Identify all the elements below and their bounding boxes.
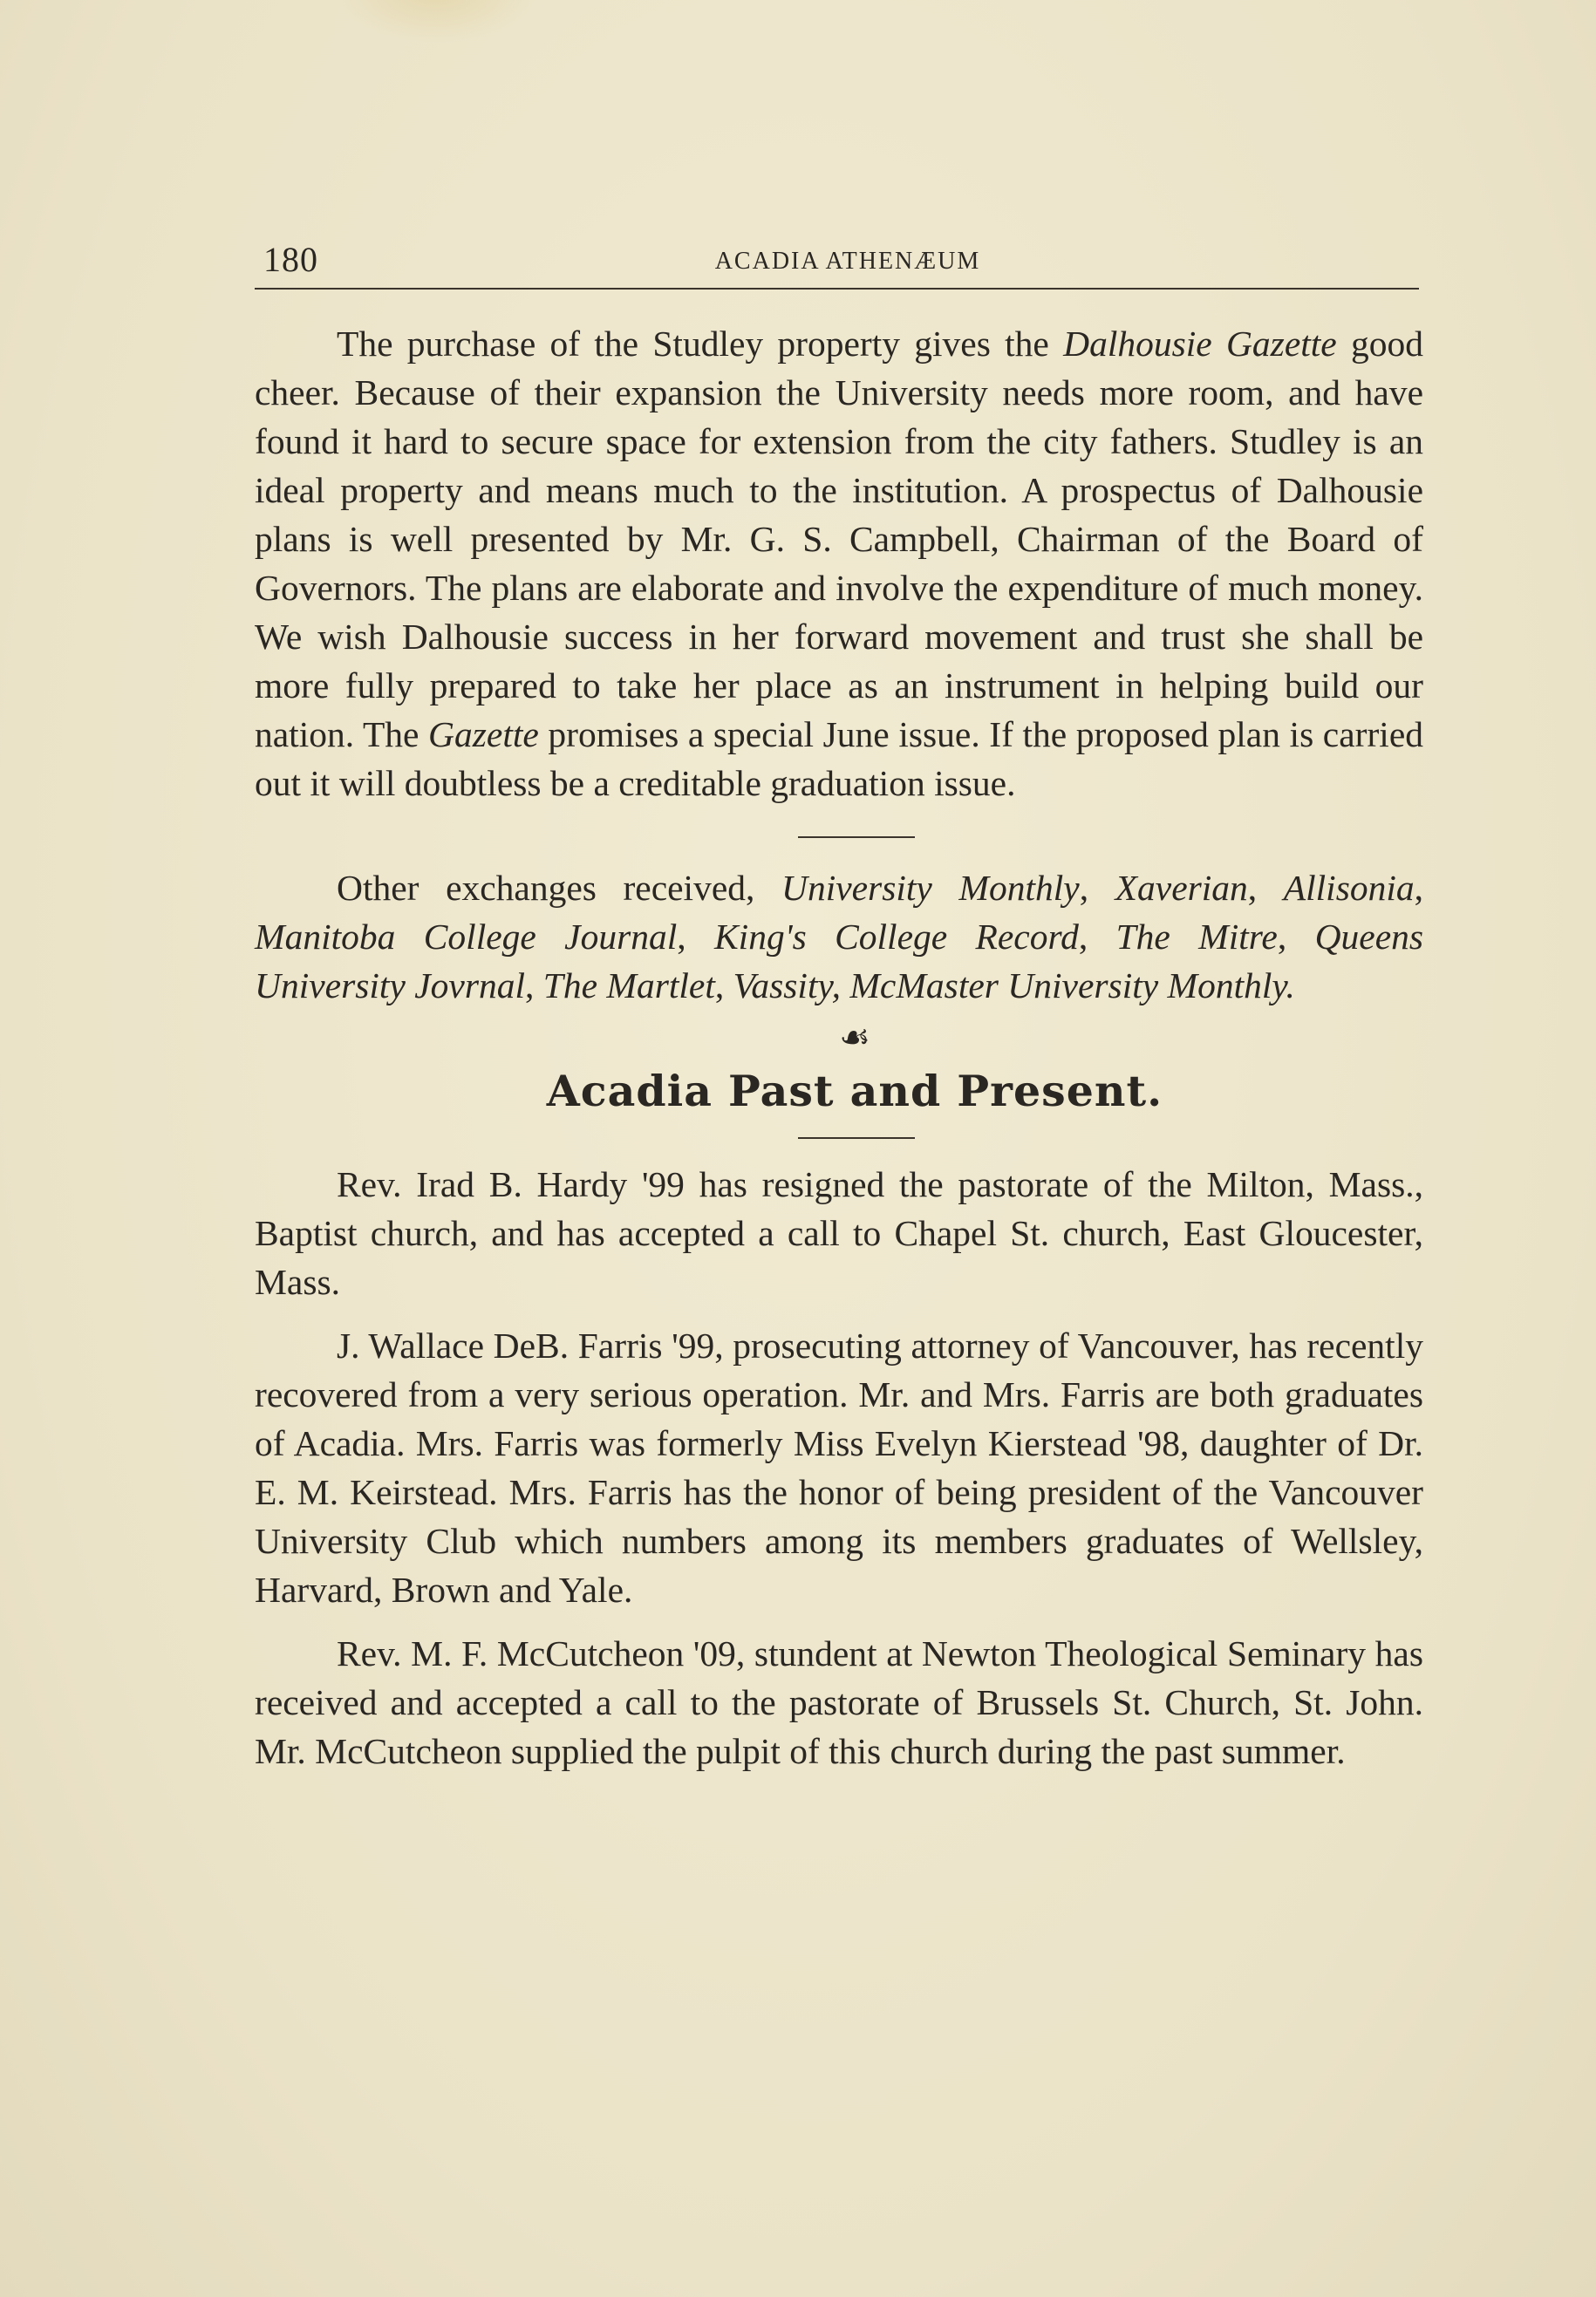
- exchange-paragraph-dalhousie: The purchase of the Studley property gives the Dalhousie Gazette good cheer. Because of their expansion the University needs more room, and have found it hard to secure space for extension from the city fathers. Studley is an ideal property and means much to the institution. A prospectus of Dalhousie plans is well presented by Mr. G. S. Campbell, Chairman of the Board of Governors. The plans are elaborate and involve the expenditure of much money. We wish Dalhousie success in her forward movement and trust she shall be more fully prepared to take her place as an instrument in helping build our nation. The Gazette promises a special June issue. If the proposed plan is carried out it will doubtless be a creditable graduation issue.: [255, 324, 1423, 803]
- page-number: 180: [263, 240, 318, 279]
- heading-underline: [798, 1137, 915, 1139]
- page-header: [255, 235, 1423, 277]
- news-item-farris: J. Wallace DeB. Farris '99, prosecuting attorney of Vancouver, has recently recovered from a very serious operation. Mr. and Mrs. Farris are both graduates of Acadia. Mrs. Farris was formerly Miss Evelyn Kierstead '98, daughter of Dr. E. M. Keirstead. Mrs. Farris has the honor of being president of the Vancouver University Club which numbers among its members graduates of Wellsley, Harvard, Brown and Yale.: [255, 1326, 1423, 1610]
- section-heading: Acadia Past and Present.: [546, 1066, 1163, 1116]
- header-rule: [255, 288, 1419, 290]
- page-content: [255, 235, 1423, 1776]
- section-divider: [798, 836, 915, 838]
- news-item-hardy: Rev. Irad B. Hardy '99 has resigned the pastorate of the Milton, Mass., Baptist church, and has accepted a call to Chapel St. church, East Gloucester, Mass.: [255, 1164, 1423, 1302]
- exchange-paragraph-others: Other exchanges received, University Monthly, Xaverian, Allisonia, Manitoba College Journal, King's College Record, The Mitre, Queens University Jovrnal, The Martlet, Vassity, McMaster University Monthly.: [255, 868, 1424, 1005]
- paper-stain: [336, 0, 536, 44]
- fleuron-ornament-icon: ☙: [839, 1018, 870, 1057]
- news-item-mccutcheon: Rev. M. F. McCutcheon '09, stundent at Newton Theological Seminary has received and accepted a call to the pastorate of Brussels St. Church, St. John. Mr. McCutcheon supplied the pulpit of this church during the past summer.: [255, 1633, 1423, 1771]
- running-title: ACADIA ATHENÆUM: [714, 248, 981, 275]
